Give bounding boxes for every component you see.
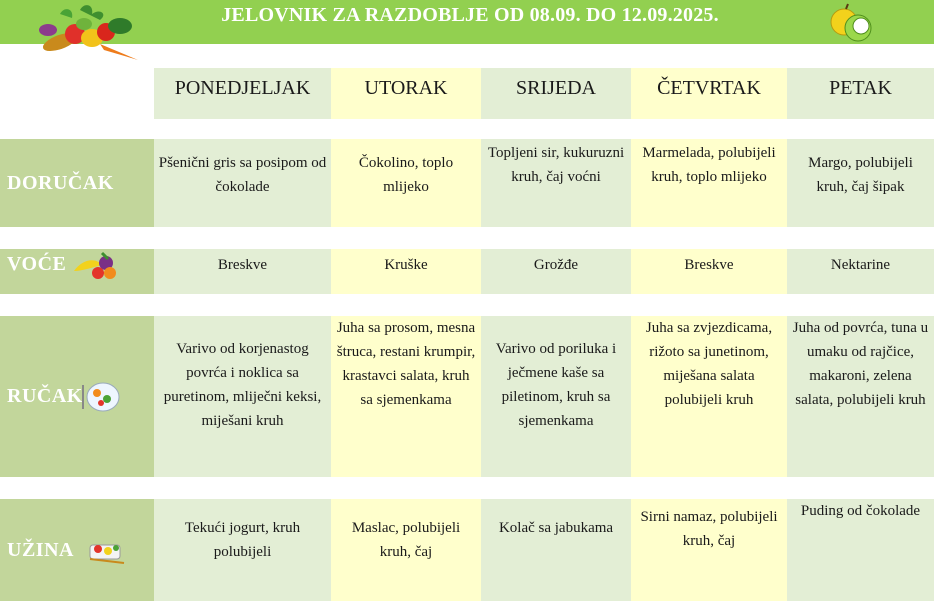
menu-cell	[331, 316, 481, 477]
menu-cell	[331, 249, 481, 294]
meal-text: Varivo od korjenastog povrća i noklica sa puretinom, mliječni keksi, miješani kruh	[163, 340, 322, 429]
meal-text: Margo, polubijeli kruh, čaj šipak	[808, 155, 913, 195]
day-label: ČETVRTAK	[657, 77, 761, 99]
plate-icon	[79, 379, 123, 415]
day-header-thursday	[631, 68, 787, 119]
day-label: PONEDJELJAK	[174, 77, 311, 99]
menu-cell	[154, 499, 331, 601]
row-label-snack	[0, 499, 154, 601]
meal-text: Puding od čokolade	[800, 503, 921, 519]
row-label-fruit	[0, 249, 154, 294]
menu-cell	[631, 499, 787, 601]
menu-cell	[481, 139, 631, 227]
meal-text: Topljeni sir, kukuruzni kruh, čaj voćni	[487, 145, 625, 185]
menu-cell	[154, 139, 331, 227]
meal-text: Varivo od poriluka i ječmene kaše sa piletinom, kruh sa sjemenkama	[495, 340, 617, 429]
meal-text: Breskve	[684, 257, 734, 273]
menu-cell	[631, 316, 787, 477]
meal-text: Kruške	[384, 257, 428, 273]
meal-text: Pšenični gris sa posipom od čokolade	[158, 155, 327, 195]
row-label-text: UŽINA	[7, 538, 74, 561]
menu-cell	[481, 249, 631, 294]
meal-text: Nektarine	[830, 257, 891, 273]
row-label-text: VOĆE	[7, 253, 67, 275]
fruit-basket-icon	[72, 249, 120, 283]
menu-cell	[631, 139, 787, 227]
meal-text: Juha od povrća, tuna u umaku od rajčice, makaroni, zelena salata, polubijeli kruh	[792, 320, 929, 408]
menu-cell	[787, 249, 934, 294]
menu-cell	[787, 139, 934, 227]
meal-text: Čokolino, toplo mlijeko	[358, 155, 454, 195]
day-header-monday	[154, 68, 331, 119]
menu-cell	[787, 316, 934, 477]
menu-cell	[481, 316, 631, 477]
meal-text: Kolač sa jabukama	[498, 520, 614, 536]
day-label: UTORAK	[364, 77, 448, 99]
meal-text: Sirni namaz, polubijeli kruh, čaj	[640, 509, 778, 549]
day-header-tuesday	[331, 68, 481, 119]
menu-cell	[787, 499, 934, 601]
menu-cell	[331, 499, 481, 601]
meal-text: Breskve	[217, 257, 268, 273]
menu-cell	[481, 499, 631, 601]
apples-icon	[828, 2, 876, 44]
row-label-lunch	[0, 316, 154, 477]
meal-text: Juha sa zvjezdicama, rižoto sa junetinom, miješana salata polubijeli kruh	[645, 320, 773, 408]
meal-text: Grožđe	[533, 257, 579, 273]
menu-cell	[631, 249, 787, 294]
day-label: SRIJEDA	[515, 77, 596, 99]
day-header-wednesday	[481, 68, 631, 119]
vegetables-icon	[20, 4, 150, 68]
day-label: PETAK	[829, 77, 892, 99]
page-title: JELOVNIK ZA RAZDOBLJE OD 08.09. DO 12.09.2025.	[221, 4, 719, 26]
meal-text: Maslac, polubijeli kruh, čaj	[351, 520, 461, 560]
row-label-breakfast	[0, 139, 154, 227]
day-header-friday	[787, 68, 934, 119]
snack-icon	[86, 535, 128, 565]
meal-text: Juha sa prosom, mesna štruca, restani krumpir, krastavci salata, kruh sa sjemenkama	[336, 320, 476, 408]
menu-cell	[331, 139, 481, 227]
menu-cell	[154, 249, 331, 294]
row-label-text: DORUČAK	[7, 171, 114, 194]
menu-cell	[154, 316, 331, 477]
meal-text: Tekući jogurt, kruh polubijeli	[184, 520, 301, 560]
meal-text: Marmelada, polubijeli kruh, toplo mlijeko	[642, 145, 776, 185]
row-label-text: RUČAK	[7, 385, 83, 407]
